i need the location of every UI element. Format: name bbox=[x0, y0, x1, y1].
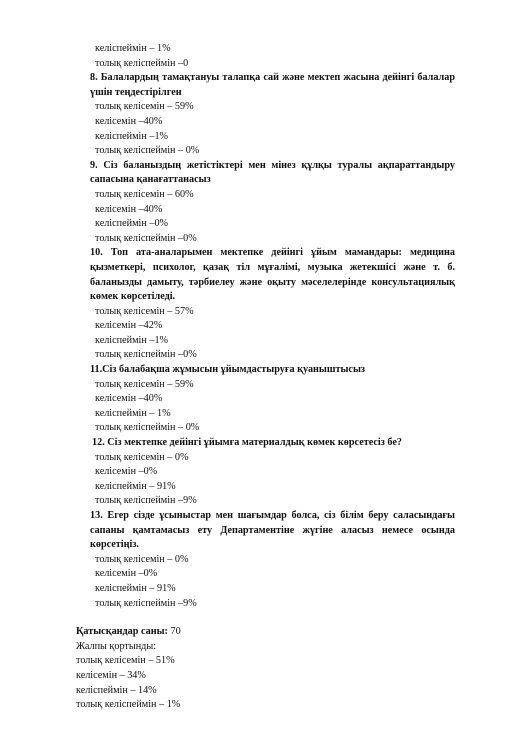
option-line: келіспеймін – 1% bbox=[95, 407, 171, 419]
option-line: толық келіспеймін –0 bbox=[95, 57, 189, 69]
participants-label: Қатысқандар саны: bbox=[76, 626, 168, 638]
option-line: толық келіспеймін –0% bbox=[95, 232, 197, 244]
question-12-title: 12. Сіз мектепке дейінгі ұйымға материалдық көмек көрсетесіз бе? bbox=[92, 437, 402, 449]
summary-result: келісемін – 34% bbox=[76, 669, 146, 681]
total-summary-title: Жалпы қортынды: bbox=[76, 640, 157, 652]
option-line: толық келіспеймін – 0% bbox=[95, 422, 200, 434]
document-page bbox=[0, 42, 531, 713]
option-line: толық келісемін – 57% bbox=[95, 305, 194, 317]
option-line: келісемін –0% bbox=[95, 466, 158, 478]
option-line: толық келісемін – 0% bbox=[95, 451, 189, 463]
option-line: келіспеймін – 91% bbox=[95, 480, 176, 492]
option-line: толық келіспеймін –0% bbox=[95, 349, 197, 361]
option-line: келіспеймін – 1% bbox=[95, 43, 171, 54]
option-line: толық келіспеймін – 0% bbox=[95, 145, 200, 157]
option-line: келісемін –42% bbox=[95, 320, 163, 332]
option-line: келіспеймін – 91% bbox=[95, 582, 176, 594]
participants-count bbox=[0, 625, 531, 640]
option-line: толық келіспеймін –9% bbox=[95, 495, 197, 507]
participants-value: 70 bbox=[167, 626, 181, 638]
question-8-title: 8. Балалардың тамақтануы талапқа сай және мектеп жасына дейінгі балалар үшін теңдестірілген bbox=[90, 72, 455, 98]
option-line: келісемін –40% bbox=[95, 203, 163, 215]
option-line: толық келісемін – 60% bbox=[95, 188, 194, 200]
option-line: келіспеймін –0% bbox=[95, 218, 169, 230]
option-line: келіспеймін –1% bbox=[95, 334, 169, 346]
question-10-title: 10. Топ ата-аналарымен мектепке дейінгі ұйым мамандары: медицина қызметкері, психолог, қазақ тіл мұғалімі, музыка жетекшісі және т. б. баланызды дамыту, тәрбиелеу және оқыту мәселелерінде консультациялық көмек көрсетіледі. bbox=[90, 247, 455, 303]
option-line: келіспеймін –1% bbox=[95, 130, 169, 142]
spacer bbox=[0, 611, 531, 625]
question-11-title: 11.Сіз балабақша жұмысын ұйымдастыруға қуаныштысыз bbox=[90, 364, 366, 376]
option-line: келісемін –0% bbox=[95, 568, 158, 580]
option-line: толық келіспеймін –9% bbox=[95, 597, 197, 609]
summary-result: келіспеймін – 14% bbox=[76, 684, 157, 696]
option-line: толық келісемін – 0% bbox=[95, 553, 189, 565]
summary-result: толық келіспеймін – 1% bbox=[76, 699, 181, 711]
question-9-title: 9. Сіз баланыздың жетістіктері мен мінез құлқы туралы ақпараттандыру сапасына қанағаттанасыз bbox=[90, 159, 455, 186]
option-line: толық келісемін – 59% bbox=[95, 101, 194, 113]
option-line: келісемін –40% bbox=[95, 393, 163, 405]
summary-result: толық келісемін – 51% bbox=[76, 655, 175, 667]
question-13-title: 13. Егер сізде ұсыныстар мен шағымдар болса, сіз білім беру саласындағы сапаны қамтамасыз ету Департаментіне жүгіне аласыз немесе осында көрсетіңіз. bbox=[90, 510, 455, 551]
option-line: толық келісемін – 59% bbox=[95, 378, 194, 390]
option-line: келісемін –40% bbox=[95, 115, 163, 127]
